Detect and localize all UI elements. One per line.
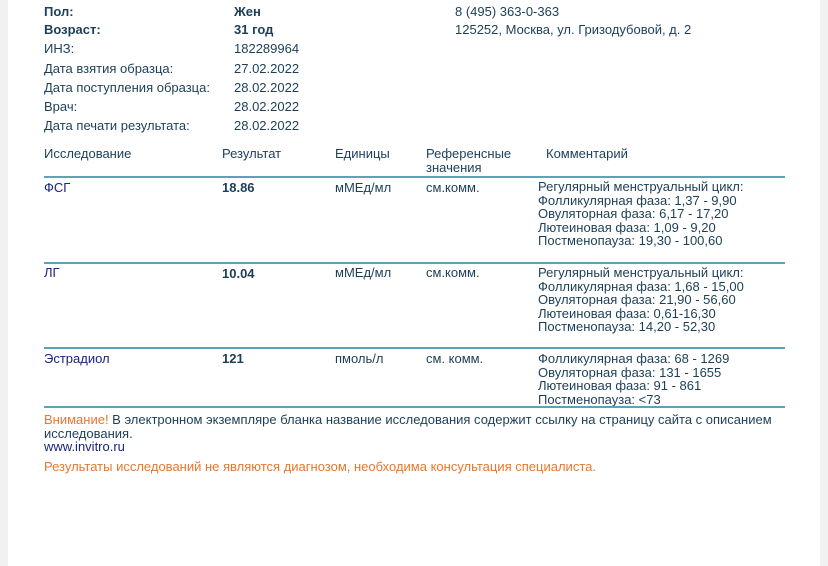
test-name-link[interactable]: ФСГ bbox=[44, 180, 71, 195]
comment-line: Лютеиновая фаза: 91 - 861 bbox=[538, 378, 702, 393]
test-units: мМЕд/мл bbox=[335, 265, 392, 280]
header-units: Единицы bbox=[335, 146, 390, 161]
page-edge-right bbox=[820, 0, 828, 566]
age-label: Возраст: bbox=[44, 22, 101, 37]
test-result: 10.04 bbox=[222, 266, 255, 281]
header-reference bbox=[426, 147, 511, 175]
header-reference-line2: значения bbox=[426, 160, 482, 175]
age-value: 31 год bbox=[234, 22, 274, 37]
header-result: Результат bbox=[222, 146, 282, 161]
page-edge-left bbox=[0, 0, 8, 566]
comment-line: Лютеиновая фаза: 0,61-16,30 bbox=[538, 305, 716, 321]
test-result: 121 bbox=[222, 351, 244, 366]
lab-phone: 8 (495) 363-0-363 bbox=[455, 4, 560, 19]
lab-address: 125252, Москва, ул. Гризодубовой, д. 2 bbox=[455, 22, 692, 37]
received-date-label: Дата поступления образца: bbox=[44, 80, 210, 95]
disclaimer-text: Результаты исследований не являются диагнозом, необходима консультация специалиста. bbox=[44, 459, 596, 474]
test-name-link[interactable]: ЛГ bbox=[44, 265, 60, 280]
sex-value: Жен bbox=[234, 4, 261, 19]
header-comment: Комментарий bbox=[546, 146, 628, 161]
website-link[interactable]: www.invitro.ru bbox=[44, 439, 125, 454]
test-result: 18.86 bbox=[222, 180, 255, 195]
test-comment bbox=[538, 266, 744, 334]
header-test: Исследование bbox=[44, 146, 132, 161]
comment-line: Фолликулярная фаза: 1,68 - 15,00 bbox=[538, 278, 744, 294]
test-name-link[interactable]: Эстрадиол bbox=[44, 351, 110, 366]
row-divider bbox=[44, 406, 785, 408]
test-units: пмоль/л bbox=[335, 351, 384, 366]
row-divider bbox=[44, 347, 785, 349]
inz-value: 182289964 bbox=[234, 41, 300, 56]
notice-label: Внимание! bbox=[44, 412, 109, 427]
sample-date-value: 27.02.2022 bbox=[234, 61, 300, 76]
comment-line: Регулярный менструальный цикл: bbox=[538, 179, 744, 194]
comment-line: Постменопауза: 14,20 - 52,30 bbox=[538, 319, 716, 334]
comment-line: Фолликулярная фаза: 1,37 - 9,90 bbox=[538, 192, 737, 208]
sample-date-label: Дата взятия образца: bbox=[44, 61, 174, 76]
inz-label: ИНЗ: bbox=[44, 41, 75, 56]
test-units: мМЕд/мл bbox=[335, 180, 392, 195]
header-reference-line1: Референсные bbox=[426, 146, 512, 161]
received-date-value: 28.02.2022 bbox=[234, 80, 300, 95]
comment-line: Лютеиновая фаза: 1,09 - 9,20 bbox=[538, 219, 716, 235]
sex-label: Пол: bbox=[44, 4, 74, 19]
test-reference: см. комм. bbox=[426, 351, 484, 366]
test-comment bbox=[538, 180, 744, 248]
notice-body: В электронном экземпляре бланка название исследования содержит ссылку на страницу сайта с описанием исследования. bbox=[44, 412, 772, 441]
test-reference: см.комм. bbox=[426, 180, 480, 195]
comment-line: Овуляторная фаза: 131 - 1655 bbox=[538, 364, 722, 380]
row-divider bbox=[44, 176, 785, 178]
print-date-label: Дата печати результата: bbox=[44, 118, 190, 133]
notice-text bbox=[44, 413, 804, 441]
doctor-value: 28.02.2022 bbox=[234, 99, 300, 114]
comment-line: Постменопауза: 19,30 - 100,60 bbox=[538, 233, 723, 248]
comment-line: Фолликулярная фаза: 68 - 1269 bbox=[538, 351, 730, 366]
comment-line: Овуляторная фаза: 6,17 - 17,20 bbox=[538, 206, 729, 221]
comment-line: Овуляторная фаза: 21,90 - 56,60 bbox=[538, 292, 736, 307]
doctor-label: Врач: bbox=[44, 99, 78, 114]
row-divider bbox=[44, 262, 785, 264]
test-reference: см.комм. bbox=[426, 265, 480, 280]
test-comment bbox=[538, 352, 729, 406]
comment-line: Регулярный менструальный цикл: bbox=[538, 265, 744, 280]
print-date-value: 28.02.2022 bbox=[234, 118, 300, 133]
comment-line: Постменопауза: <73 bbox=[538, 391, 661, 407]
